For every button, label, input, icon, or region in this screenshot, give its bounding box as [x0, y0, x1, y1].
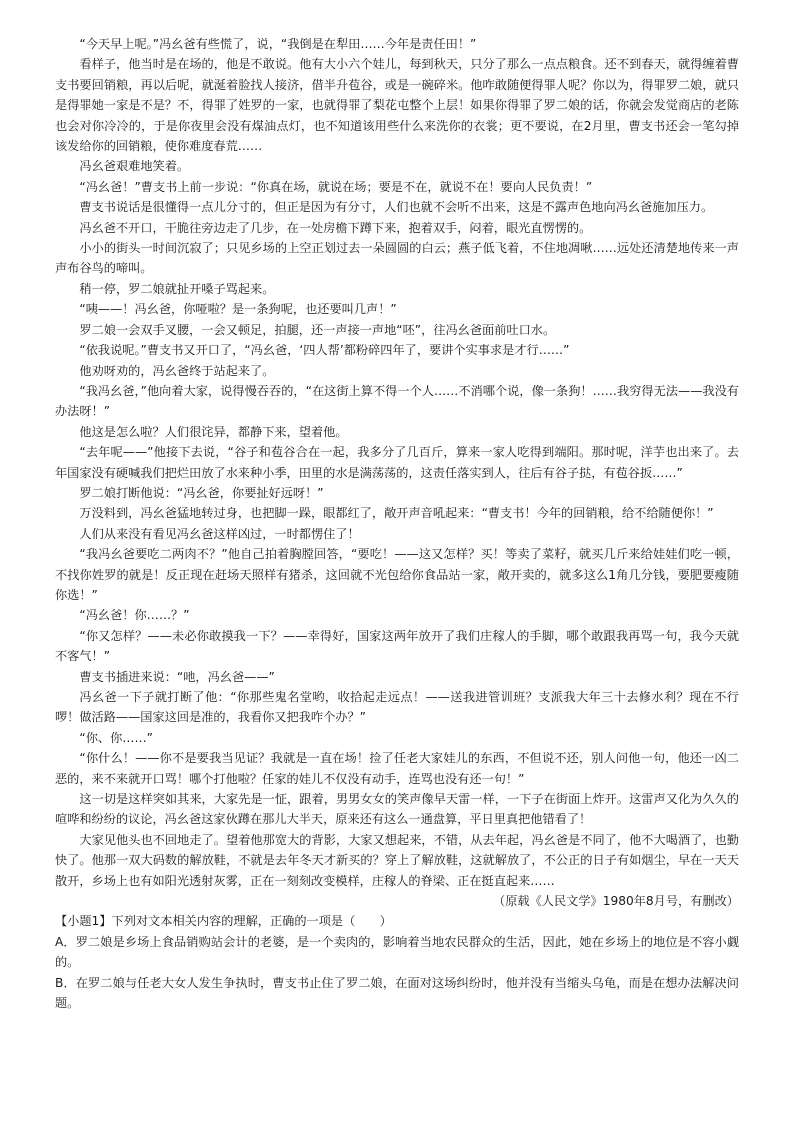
paragraph: “去年呢——”他接下去说，“谷子和苞谷合在一起，我多分了几百斤，算来一家人吃得到端阳。那时呢，洋芋也出来了。去年国家没有硬喊我们把烂田放了水来种小季，田里的水是满荡荡的，这责任落实到人，往后有谷子挞，有苞谷扳……” [55, 445, 739, 480]
paragraph: 曹支书插进来说：“吔，冯幺爸——” [79, 669, 275, 684]
paragraph: 小小的街头一时间沉寂了；只见乡场的上空正划过去一朵圆圆的白云；燕子低飞着，不住地凋啾……远处还清楚地传来一声声布谷鸟的啼叫。 [55, 241, 739, 276]
paragraph: “冯幺爸！”曹支书上前一步说：“你真在场，就说在场；要是不在，就说不在！要向人民负责！” [79, 179, 593, 194]
paragraph: 大家见他头也不回地走了。望着他那宽大的背影，大家又想起来，不错，从去年起，冯幺爸是不同了，他不大喝酒了，也勤快了。他那一双大码数的解放鞋，不就是去年冬天才新买的？穿上了解放鞋，这就解放了，不公正的日子有如烟尘，早在一天天散开，乡场上也有如阳光透射灰雾，正在一刻刻改变模样，庄稼人的脊梁、正在挺直起来…… [55, 832, 739, 888]
paragraph: 这一切是这样突如其来，大家先是一怔，跟着，男男女女的笑声像早天雷一样，一下子在街面上炸开。这雷声又化为久久的喧哗和纷纷的议论，冯幺爸这家伙蹲在那儿大半天，原来还有这么一通盘算，平日里真把他错看了！ [55, 792, 739, 827]
document-page [55, 34, 739, 1014]
question-block [55, 911, 739, 1013]
paragraph: “你什么！——你不是要我当见证？我就是一直在场！捡了任老大家娃儿的东西，不但说不还，别人问他一句，他还一凶二恶的，来不来就开口骂！哪个打他啦？任家的娃儿不仅没有动手，连骂也没有还一句！” [55, 751, 739, 786]
paragraph: “你、你……” [79, 730, 153, 745]
option-b: B．在罗二娘与任老大女人发生争执时，曹支书止住了罗二娘，在面对这场纠纷时，他并没有当缩头乌龟，而是在想办法解决问题。 [55, 975, 739, 1011]
paragraph: 他这是怎么啦？人们很诧异，都静下来，望着他。 [79, 424, 348, 439]
paragraph: 万没料到，冯幺爸猛地转过身，也把脚一跺，眼都红了，敞开声音吼起来：“曹支书！今年的回销粮，给不给随便你！” [79, 506, 714, 521]
paragraph: “冯幺爸！你……？” [79, 608, 190, 623]
paragraph: 看样子，他当时是在场的，他是不敢说。他有大小六个娃儿，每到秋天，只分了那么一点点粮食。还不到春天，就得缠着曹支书要回销粮，再以后呢，就涎着脸找人接济，借半升苞谷，或是一碗碎米。他咋敢随便得罪人呢？你以为，得罪罗二娘，就只是得罪她一家是不是？不，得罪了姓罗的一家，也就得罪了梨花屯整个上层！如果你得罪了罗二娘的话，你就会发觉商店的老陈也会对你冷冷的，于是你夜里会没有煤油点灯，也不知道该用些什么来洗你的衣裳；更不要说，在2月里，曹支书还会一笔勾掉该发给你的回销粮，使你难度春荒…… [55, 57, 739, 154]
paragraph: 罗二娘打断他说：“冯幺爸，你要扯好远呀！” [79, 485, 324, 500]
paragraph: “你又怎样？——未必你敢摸我一下？——幸得好，国家这两年放开了我们庄稼人的手脚，哪个敢跟我再骂一句，我今天就不客气！” [55, 628, 739, 664]
paragraph: 人们从来没有看见冯幺爸这样凶过，一时都愣住了！ [79, 526, 360, 541]
paragraph: 冯幺爸不开口，干脆往旁边走了几步，在一处房檐下蹲下来，抱着双手，闷着，眼光直愣愣的。 [79, 220, 592, 235]
paragraph: “我冯幺爸要吃二两肉不？”他自己拍着胸膛回答，“要吃！——这又怎样？买！等卖了菜籽，就买几斤来给娃娃们吃一顿，不找你姓罗的就是！反正现在赶场天照样有猪杀，这回就不光包给你食品站一家，敞开卖的，就多这么1角几分钱，要肥要瘦随你选！” [55, 547, 739, 602]
question-stem: 【小题1】下列对文本相关内容的理解，正确的一项是（ ） [55, 914, 392, 929]
paragraph: 他劝呀劝的，冯幺爸终于站起来了。 [79, 363, 275, 378]
paragraph: 曹支书说话是很懂得一点儿分寸的，但正是因为有分寸，人们也就不会听不出来，这是不露声色地向冯幺爸施加压力。 [79, 200, 714, 215]
paragraph: “依我说呢。”曹支书又开口了，“冯幺爸，‘四人帮’都粉碎四年了，要讲个实事求是才行……” [79, 343, 570, 358]
paragraph: 冯幺爸一下子就打断了他：“你那些鬼名堂哟，收拾起走远点！——送我进管训班？支派我大年三十去修水利？现在不行啰！做活路——国家这回是准的，我看你又把我咋个办？” [55, 690, 739, 725]
paragraph: “今天早上呢。”冯幺爸有些慌了，说，“我倒是在犁田……今年是责任田！” [79, 37, 477, 51]
story-text [55, 34, 739, 911]
paragraph: “我冯幺爸，”他向着大家，说得慢吞吞的，“在这街上算不得一个人……不消哪个说，像一条狗！……我穷得无法——我没有办法呀！” [55, 383, 739, 419]
paragraph: 罗二娘一会双手叉腰，一会又顿足，拍腿，还一声接一声地“呸”，往冯幺爸面前吐口水。 [79, 322, 556, 337]
source-citation: （原载《人民文学》1980年8月号，有删改） [493, 894, 739, 909]
option-a: A．罗二娘是乡场上食品销购站会计的老婆，是一个卖肉的，影响着当地农民群众的生活，因此，她在乡场上的地位是不容小觑的。 [55, 934, 739, 970]
paragraph: 稍一停，罗二娘就扯开嗓子骂起来。 [79, 281, 275, 296]
paragraph: 冯幺爸艰难地笑着。 [79, 159, 190, 174]
paragraph: “咦——！冯幺爸，你哑啦？是一条狗呢，也还要叫几声！” [79, 302, 397, 317]
